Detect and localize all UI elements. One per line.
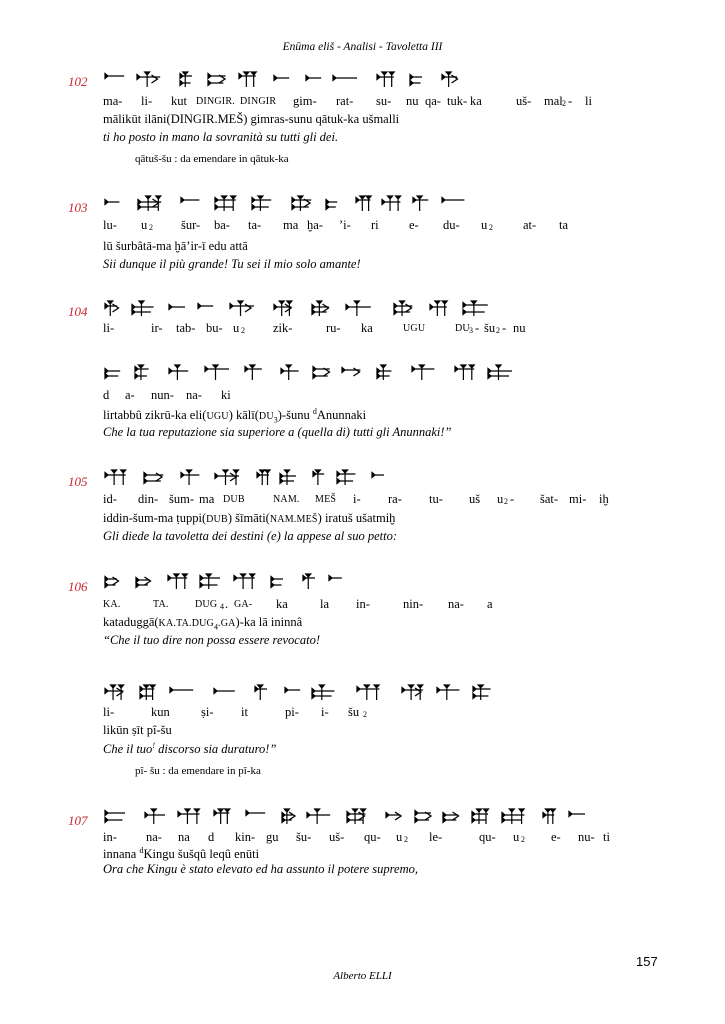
cuneiform-sign — [135, 365, 149, 380]
line-number-104: 104 — [68, 304, 88, 319]
transliteration-107: in- na- na d kin- gu šu- uš- qu- u 2 le- qu- u 2 e- nu- ti — [103, 830, 610, 844]
cuneiform-sign — [413, 196, 428, 211]
cuneiform-sign — [455, 365, 474, 380]
cuneiform-sign — [132, 301, 154, 316]
cuneiform-sign — [170, 688, 193, 693]
cuneiform-sign — [239, 72, 256, 87]
cuneiform-sign — [105, 811, 125, 823]
cuneiform-sign — [271, 577, 283, 588]
transliteration-102: ma- li- kut DINGIR. DINGIR gim- rat- su- nu qa- tuk- ka uš- mal 2 - li — [103, 94, 592, 108]
cuneiform-sign — [105, 301, 119, 316]
cuneiform-sign — [281, 365, 299, 380]
cuneiform-sign — [105, 200, 119, 205]
cuneiform-sign — [208, 74, 226, 86]
cuneiform-sign — [292, 196, 311, 211]
cuneiform-sign — [356, 196, 371, 211]
cuneiform-sign — [144, 473, 163, 484]
cuneiform-sign — [230, 301, 254, 316]
cuneiform-sign — [377, 72, 394, 87]
cuneiform-sign — [105, 577, 119, 588]
normalization-107: innana $^d$Kingu šušqû leqû enūti — [103, 846, 260, 862]
cuneiform-sign — [105, 74, 124, 79]
normalization-105: iddin-šum-ma ṭuppi(DUB) šīmāti(NAM.MEŠ) iratuš ušatmiḫ — [103, 511, 396, 525]
cuneiform-sign — [303, 574, 315, 589]
cuneiform-sign — [181, 470, 199, 485]
cuneiform-sign — [313, 367, 330, 379]
translation-105: Gli diede la tavoletta dei destini (e) la appese al suo petto: — [103, 529, 398, 543]
cuneiform-sign — [329, 576, 342, 581]
cuneiform-sign — [386, 812, 401, 820]
transliteration-104: li- ir- tab- bu- u 2 zik- ru- ka UGU DU 3 - šu 2 - nu — [103, 321, 526, 335]
normalization-106b: likūn ṣīt pî-šu — [103, 723, 172, 737]
cuneiform-sign — [145, 809, 165, 824]
note-106: pî- šu : da emendare in pī-ka — [135, 765, 261, 777]
cuneiform-sign — [333, 76, 357, 81]
cuneiform-sign — [205, 365, 229, 380]
cuneiform-sign — [313, 470, 324, 485]
translation-106: “Che il tuo dire non possa essere revocato! — [103, 633, 320, 647]
cuneiform-sign — [282, 809, 295, 824]
cuneiform-sign — [169, 365, 188, 380]
normalization-106: $kataduggā(KA.TA.DUG_4.GA)-ka$ lā ininnâ — [103, 615, 303, 632]
cuneiform-sign — [312, 685, 334, 700]
cuneiform-sign — [502, 809, 524, 824]
translation-104: Che la tua reputazione sia superiore a (quella di) tutti gli Anunnaki!” — [103, 425, 452, 439]
cuneiform-sign — [180, 72, 192, 87]
line-number-105: 105 — [68, 474, 88, 489]
cuneiform-sign — [200, 574, 220, 589]
line-number-107: 107 — [68, 813, 88, 828]
translation-106b: Che il tuo! discorso sia duraturo!” — [103, 741, 277, 757]
line-number-103: 103 — [68, 200, 88, 215]
transliteration-104b: d a- nun- na- ki — [103, 388, 231, 402]
translation-103: Sii dunque il più grande! Tu sei il mio solo amante! — [103, 257, 361, 271]
transliteration-106: KA. TA. DUG 4 . GA- ka la in- nin- na- a — [103, 597, 493, 611]
cuneiform-sign — [181, 198, 199, 203]
page-number: 157 — [636, 954, 658, 969]
cuneiform-sign — [215, 196, 236, 211]
cuneiform-sign — [105, 369, 120, 379]
cuneiform-line-104 — [103, 299, 623, 319]
normalization-102: mālikūt ilāni(DINGIR.MEŠ) gimras-sunu qātuk-ka ušmalli — [103, 112, 400, 126]
cuneiform-sign — [168, 574, 187, 589]
cuneiform-line-105 — [103, 468, 623, 488]
transliteration-106b: li- kun ṣi- it pi- i- šu 2 — [103, 705, 367, 719]
cuneiform-line-104b — [103, 363, 623, 383]
cuneiform-sign — [307, 809, 330, 824]
cuneiform-sign — [214, 809, 230, 824]
cuneiform-sign — [473, 685, 491, 700]
cuneiform-sign — [136, 577, 151, 588]
running-footer: Alberto ELLI — [333, 970, 392, 982]
running-header: Enūma eliš - Analisi - Tavoletta III — [282, 41, 443, 53]
cuneiform-sign — [274, 76, 289, 81]
cuneiform-sign — [280, 470, 296, 485]
cuneiform-sign — [394, 301, 412, 316]
cuneiform-sign — [252, 196, 271, 211]
line-number-106: 106 — [68, 579, 88, 594]
cuneiform-sign — [105, 470, 126, 485]
cuneiform-sign — [215, 470, 239, 485]
cuneiform-sign — [442, 198, 464, 203]
cuneiform-sign — [442, 72, 458, 87]
cuneiform-line-102 — [103, 70, 623, 90]
transliteration-103: lu- u 2 šur- ba- ta- ma ḫa- ’i- ri e- du- u 2 at- ta — [103, 218, 569, 232]
cuneiform-sign — [488, 365, 512, 380]
cuneiform-sign — [198, 304, 213, 309]
cuneiform-sign — [347, 809, 366, 824]
note-102: qātuš-šu : da emendare in qātuk-ka — [135, 153, 289, 165]
cuneiform-sign — [415, 811, 431, 823]
cuneiform-sign — [245, 365, 262, 380]
cuneiform-sign — [342, 368, 360, 377]
cuneiform-sign — [410, 75, 422, 86]
cuneiform-sign — [337, 470, 355, 485]
cuneiform-sign — [569, 812, 585, 817]
cuneiform-sign — [402, 685, 423, 700]
normalization-103: lū šurbâtā-ma ḫā’ir-ī edu attā — [103, 239, 248, 253]
cuneiform-sign — [178, 809, 200, 824]
cuneiform-sign — [246, 811, 265, 816]
line-number-102: 102 — [68, 74, 88, 89]
translation-102: ti ho posto in mano la sovranità su tutti gli dei. — [103, 130, 339, 144]
cuneiform-sign — [382, 196, 401, 211]
cuneiform-line-106b — [103, 683, 623, 703]
cuneiform-sign — [274, 301, 292, 316]
cuneiform-sign — [306, 76, 321, 81]
cuneiform-sign — [443, 812, 459, 823]
cuneiform-sign — [326, 200, 337, 210]
cuneiform-sign — [105, 685, 124, 700]
cuneiform-sign — [257, 470, 270, 485]
cuneiform-sign — [437, 685, 459, 700]
translation-107: Ora che Kingu è stato elevato ed ha assunto il potere supremo, — [103, 862, 419, 876]
cuneiform-sign — [234, 574, 255, 589]
cuneiform-sign — [312, 301, 329, 316]
cuneiform-line-103 — [103, 194, 623, 214]
cuneiform-sign — [377, 365, 391, 380]
transliteration-105: id- din- šum- ma DUB NAM. MEŠ i- ra- tu- uš u 2 - šat- mi- iḫ — [103, 492, 609, 506]
cuneiform-sign — [372, 473, 384, 478]
cuneiform-sign — [138, 196, 161, 211]
cuneiform-sign — [255, 685, 267, 700]
cuneiform-sign — [472, 809, 489, 824]
cuneiform-sign — [543, 809, 555, 824]
cuneiform-line-107 — [103, 807, 623, 827]
cuneiform-sign — [412, 365, 434, 380]
cuneiform-sign — [169, 305, 185, 310]
cuneiform-sign — [214, 689, 235, 694]
cuneiform-sign — [357, 685, 379, 700]
cuneiform-sign — [463, 301, 488, 316]
cuneiform-sign — [346, 301, 371, 316]
cuneiform-sign — [285, 688, 300, 693]
cuneiform-line-106 — [103, 572, 623, 592]
cuneiform-sign — [140, 685, 155, 700]
cuneiform-sign — [430, 301, 447, 316]
normalization-104: lirtabbû zikrū-ka eli(UGU) $kālī(DU_3)$-šunu $^d$Anunnaki — [103, 407, 367, 425]
cuneiform-sign — [137, 72, 160, 87]
